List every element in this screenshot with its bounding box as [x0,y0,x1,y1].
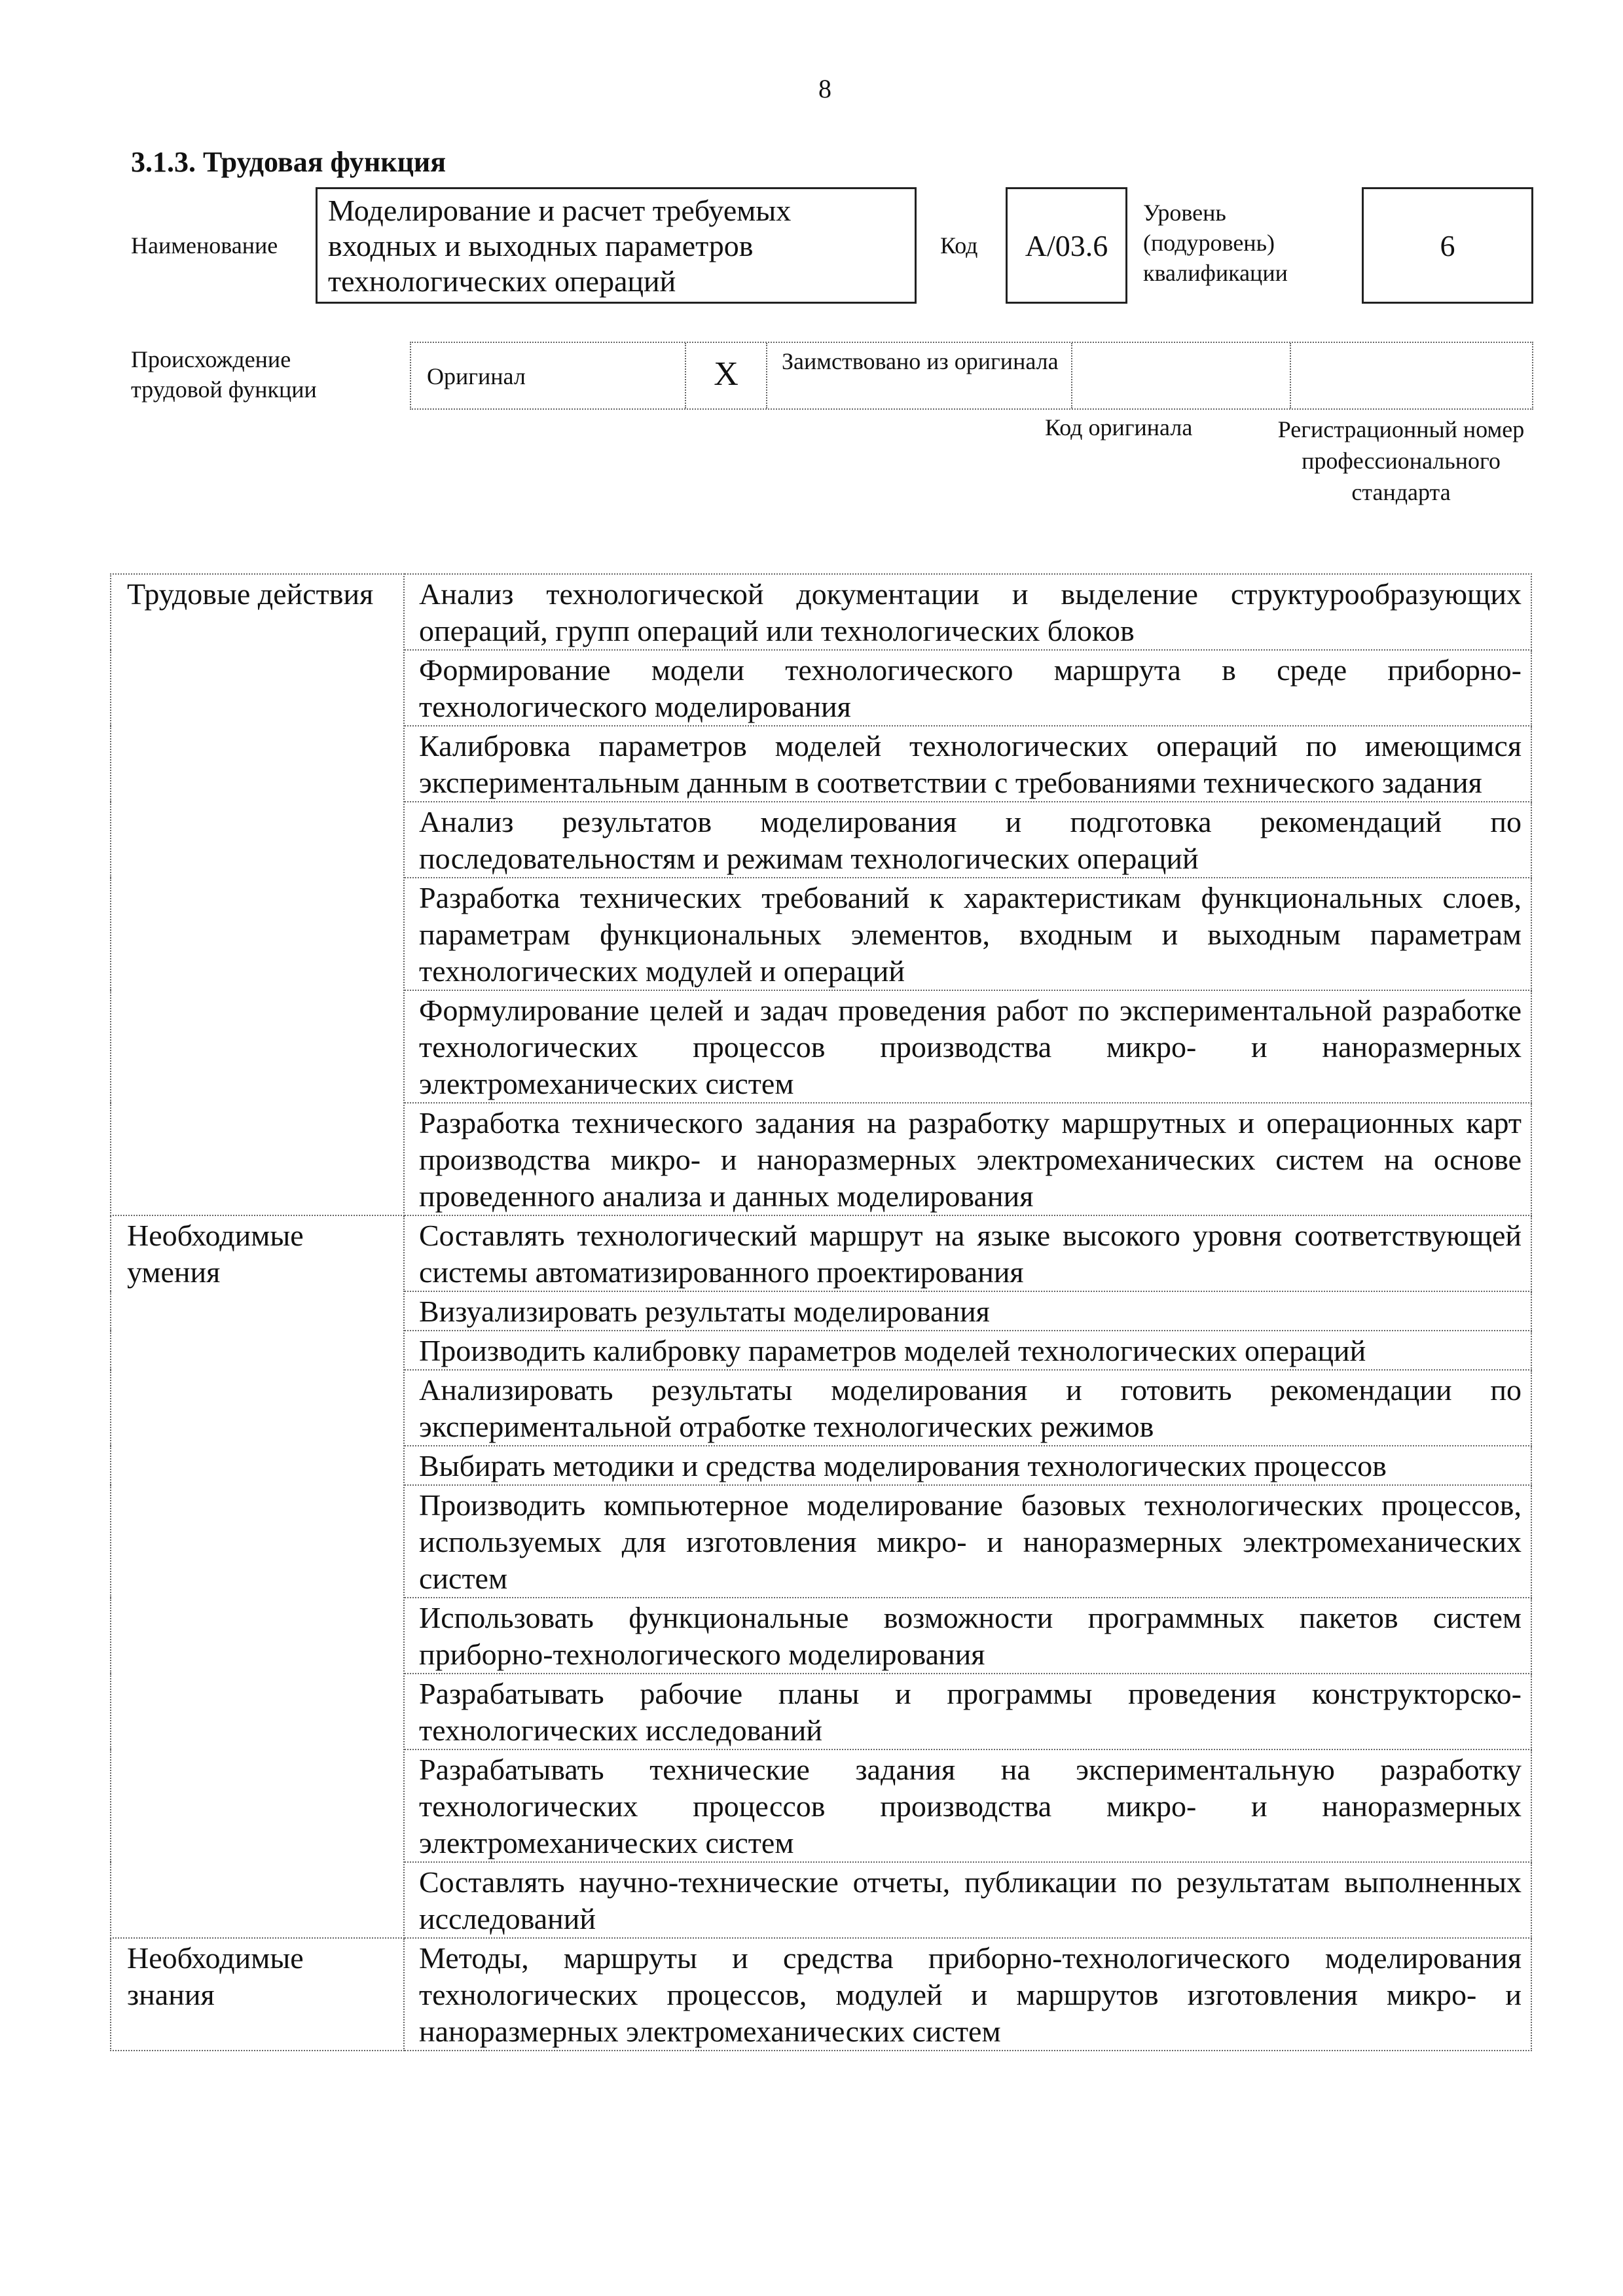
table-cell: Формирование модели технологического маршрута в среде приборно-технологического моделирования [404,650,1531,726]
code-label: Код [940,232,978,259]
page-number: 8 [818,74,831,103]
table-cell: Анализировать результаты моделирования и готовить рекомендации по экспериментальной отработке технологических режимов [404,1370,1531,1446]
origin-row [410,342,1533,410]
table-cell: Разрабатывать рабочие планы и программы проведения конструкторско-технологических исследований [404,1674,1531,1749]
table-row [111,574,1531,650]
code-value: А/03.6 [1006,187,1127,304]
original-mark: X [714,355,739,393]
table-cell: Выбирать методики и средства моделирования технологических процессов [404,1446,1531,1485]
table-cell: Составлять технологический маршрут на языке высокого уровня соответствующей системы автоматизированного проектирования [404,1215,1531,1291]
section-title-skills: Необходимые умения [111,1215,404,1938]
table-row [111,1938,1531,2051]
table-cell: Анализ результатов моделирования и подготовка рекомендаций по последовательностям и режимам технологических операций [404,802,1531,878]
table-cell: Разработка технических требований к характеристикам функциональных слоев, параметрам функциональных элементов, входным и выходным параметрам технологических модулей и операций [404,878,1531,990]
functions-table [110,573,1532,2051]
level-label [1143,198,1340,288]
table-cell: Использовать функциональные возможности программных пакетов систем приборно-технологического моделирования [404,1598,1531,1674]
table-cell: Производить компьютерное моделирование базовых технологических процессов, используемых для изготовления микро- и наноразмерных электромеханических систем [404,1485,1531,1598]
table-cell: Методы, маршруты и средства приборно-технологического моделирования технологических процессов, модулей и маршрутов изготовления микро- и наноразмерных электромеханических систем [404,1938,1531,2051]
code-original-caption: Код оригинала [1045,414,1193,440]
table-cell: Производить калибровку параметров моделей технологических операций [404,1331,1531,1370]
table-cell: Разработка технического задания на разработку маршрутных и операционных карт производства микро- и наноразмерных электромеханических систем на основе проведенного анализа и данных моделирования [404,1103,1531,1215]
borrowed-label: Заимствовано из оригинала [767,343,1072,408]
reg-number-caption: Регистрационный номер профессионального стандарта [1277,416,1525,505]
level-label-text: Уровень (подуровень) квалификации [1143,200,1288,286]
reg-number-cell [1291,343,1532,408]
table-row [111,1215,1531,1291]
origin-label-text: Происхождение трудовой функции [131,346,317,403]
table-cell: Анализ технологической документации и выделение структурообразующих операций, групп операций или технологических блоков [404,574,1531,650]
level-value: 6 [1362,187,1533,304]
original-mark-cell [686,343,767,408]
table-cell: Визуализировать результаты моделирования [404,1291,1531,1331]
code-original-cell [1072,343,1291,408]
original-cell [411,343,686,408]
table-cell: Разрабатывать технические задания на экспериментальную разработку технологических процессов производства микро- и наноразмерных электромеханических систем [404,1749,1531,1862]
origin-label [131,344,380,404]
section-title-actions: Трудовые действия [111,574,404,1215]
table-cell: Калибровка параметров моделей технологических операций по имеющимся экспериментальным данным в соответствии с требованиями технического задания [404,726,1531,802]
name-value: Моделирование и расчет требуемых входных и выходных параметров технологических операций [316,187,917,304]
section-title-knowledge: Необходимые знания [111,1938,404,2051]
table-cell: Формулирование целей и задач проведения работ по экспериментальной разработке технологических процессов производства микро- и наноразмерных электромеханических систем [404,990,1531,1103]
original-label: Оригинал [427,363,526,389]
name-label: Наименование [131,232,278,259]
section-title: 3.1.3. Трудовая функция [131,146,447,178]
table-cell: Составлять научно-технические отчеты, публикации по результатам выполненных исследований [404,1862,1531,1938]
